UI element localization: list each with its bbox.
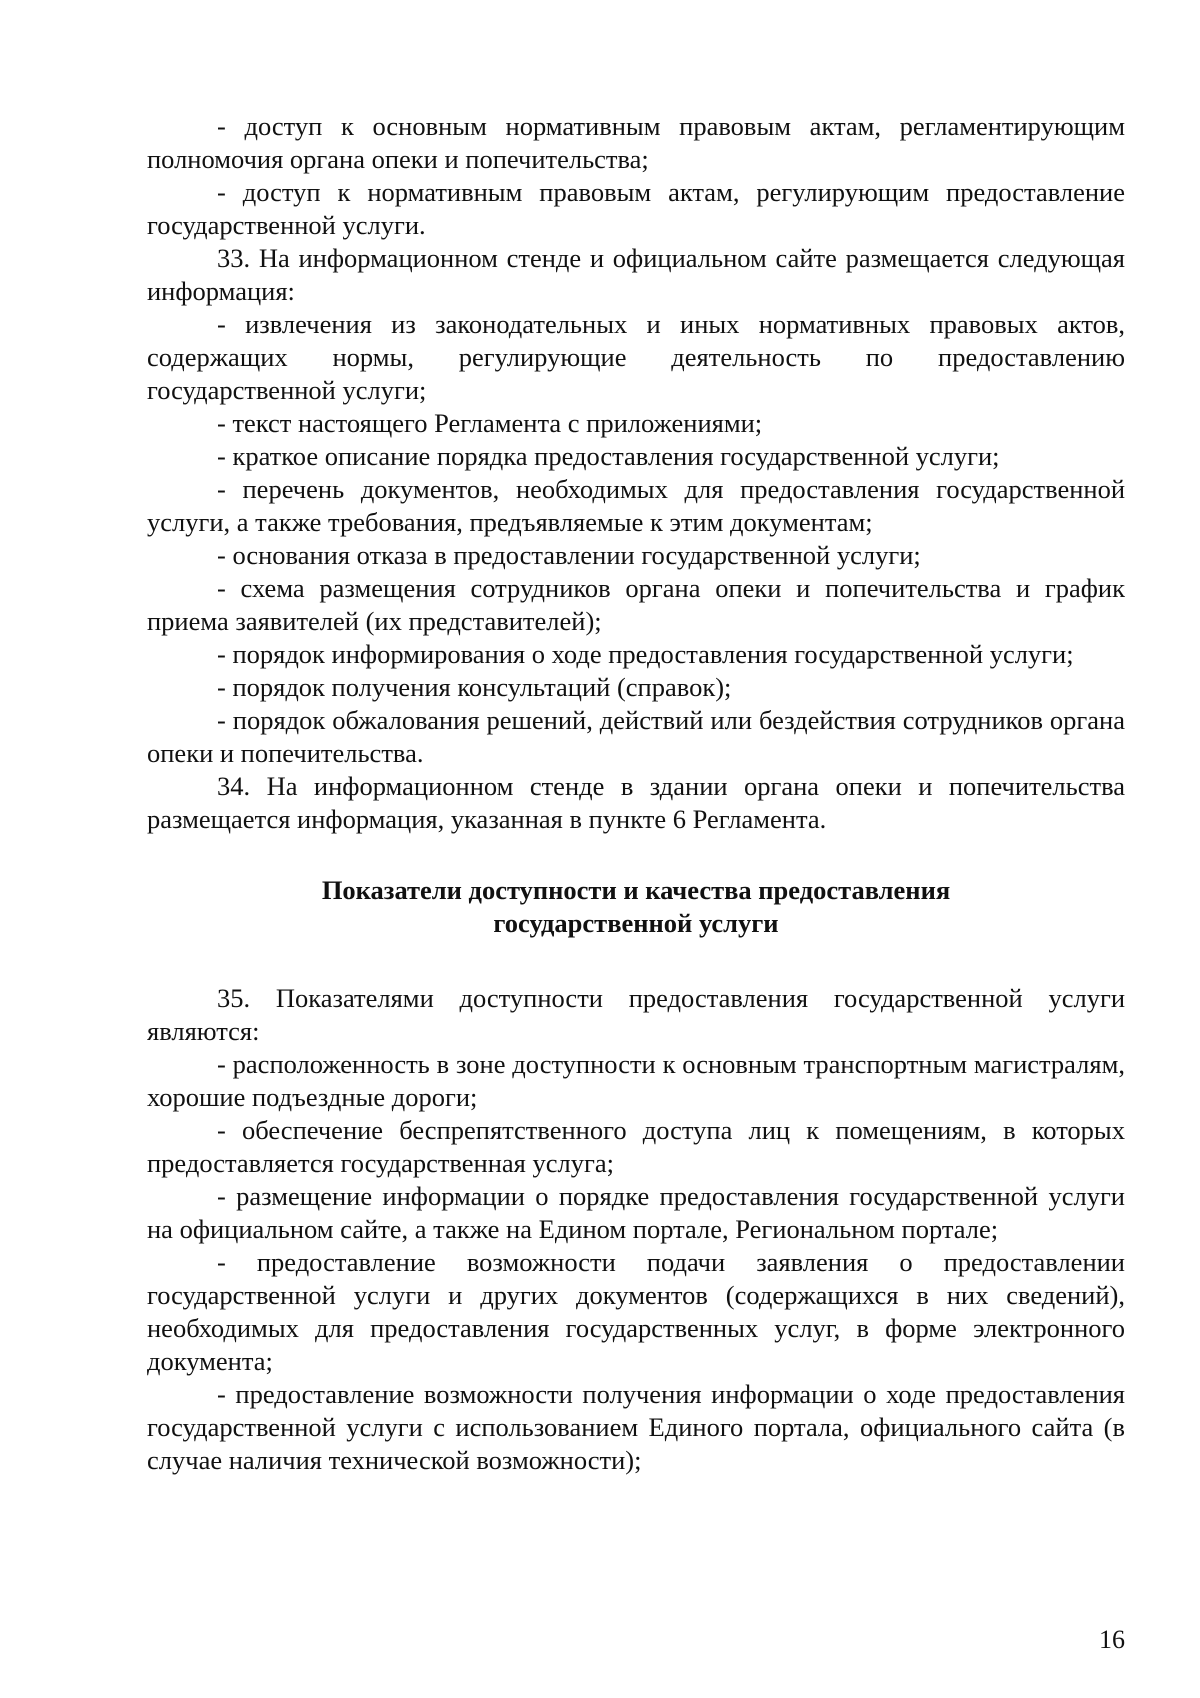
- paragraph: - текст настоящего Регламента с приложениями;: [217, 408, 763, 438]
- paragraph: 34. На информационном стенде в здании органа опеки и попечительства размещается информация, указанная в пункте 6 Регламента.: [147, 771, 1125, 834]
- section-before: [147, 110, 1125, 836]
- paragraph: - перечень документов, необходимых для предоставления государственной услуги, а также требования, предъявляемые к этим документам;: [147, 474, 1125, 537]
- paragraph: 35. Показателями доступности предоставления государственной услуги являются:: [147, 983, 1125, 1046]
- paragraph: - размещение информации о порядке предоставления государственной услуги на официальном сайте, а также на Едином портале, Региональном портале;: [147, 1181, 1125, 1244]
- paragraph: - краткое описание порядка предоставления государственной услуги;: [217, 441, 1000, 471]
- paragraph: - схема размещения сотрудников органа опеки и попечительства и график приема заявителей (их представителей);: [147, 573, 1125, 636]
- paragraph: - основания отказа в предоставлении государственной услуги;: [217, 540, 921, 570]
- paragraph: - доступ к основным нормативным правовым актам, регламентирующим полномочия органа опеки и попечительства;: [147, 111, 1125, 174]
- paragraph: - извлечения из законодательных и иных нормативных правовых актов, содержащих нормы, регулирующие деятельность по предоставлению государственной услуги;: [147, 309, 1125, 405]
- paragraph: - порядок обжалования решений, действий или бездействия сотрудников органа опеки и попечительства.: [147, 705, 1125, 768]
- paragraph: - расположенность в зоне доступности к основным транспортным магистралям, хорошие подъездные дороги;: [147, 1049, 1125, 1112]
- paragraph: - порядок получения консультаций (справок);: [217, 672, 732, 702]
- paragraph: - предоставление возможности получения информации о ходе предоставления государственной услуги с использованием Единого портала, официального сайта (в случае наличия технической возможности);: [147, 1379, 1125, 1475]
- section-after: [147, 982, 1125, 1477]
- document-page: [147, 110, 1125, 1477]
- paragraph: - доступ к нормативным правовым актам, регулирующим предоставление государственной услуги.: [147, 177, 1125, 240]
- paragraph: - предоставление возможности подачи заявления о предоставлении государственной услуги и других документов (содержащихся в них сведений), необходимых для предоставления государственных услуг, в форме электронного документа;: [147, 1247, 1125, 1376]
- heading-line-2: государственной услуги: [493, 908, 779, 938]
- heading-line-1: Показатели доступности и качества предоставления: [321, 875, 951, 905]
- section-heading: [147, 874, 1125, 940]
- paragraph: - порядок информирования о ходе предоставления государственной услуги;: [217, 639, 1074, 669]
- paragraph: - обеспечение беспрепятственного доступа лиц к помещениям, в которых предоставляется государственная услуга;: [147, 1115, 1125, 1178]
- paragraph: 33. На информационном стенде и официальном сайте размещается следующая информация:: [147, 243, 1125, 306]
- page-number: 16: [1099, 1625, 1125, 1654]
